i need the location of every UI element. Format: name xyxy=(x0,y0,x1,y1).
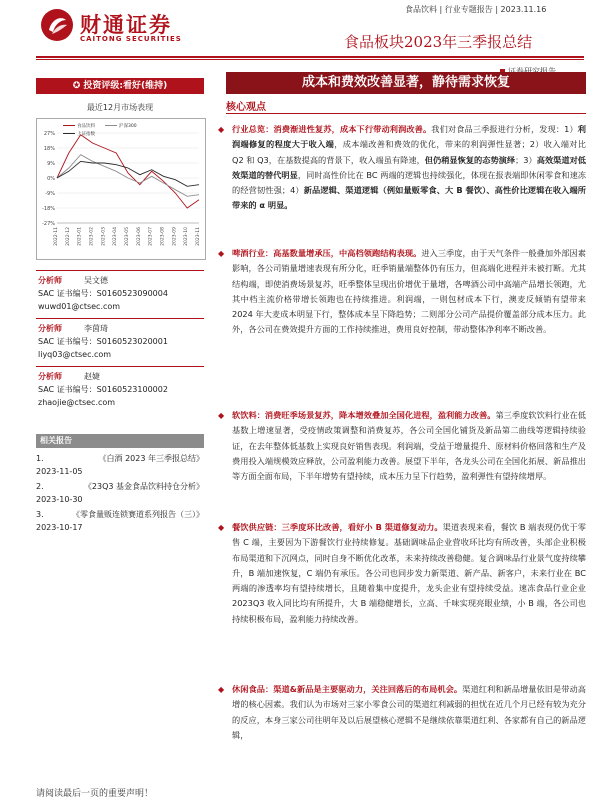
analyst-role: 分析师 xyxy=(38,324,62,333)
chart-x-tick-label: 2023-03 xyxy=(101,227,107,246)
chart-legend-label: 沪深300 xyxy=(119,124,137,129)
analyst-name: 吴文德 xyxy=(84,276,108,285)
chart-y-tick-label: -27% xyxy=(42,221,55,227)
chart-x-tick-label: 2023-04 xyxy=(113,227,119,246)
analyst-email[interactable]: wuwd01@ctsec.com xyxy=(38,302,121,311)
paragraph-snacks: ◆ 休闲食品：渠道&新品是主要驱动力，关注回落后的布局机会。渠道红利和新品增量依旧是带动高增的核心因素。我们认为市场对三家小零食公司的渠道红利减弱的担忧在近几个月已经有较为充分的反应，本身三家公司往明年及以后展望核心逻辑不是继续依靠渠道红利、各家都有自己的新品逻辑， xyxy=(218,684,586,740)
chart-y-tick-label: 18% xyxy=(43,146,55,152)
chart-y-tick-label: 9% xyxy=(47,161,55,167)
related-report-2[interactable]: 2. 《23Q3 基金食品饮料持仓分析》 2023-10-30 xyxy=(36,482,204,504)
chart-series-line-1 xyxy=(57,135,199,208)
analyst-email[interactable]: zhaojie@ctsec.com xyxy=(38,398,116,407)
analyst-name: 赵婕 xyxy=(84,372,100,381)
analyst-divider xyxy=(36,270,204,271)
chart-x-tick-label: 2023-11 xyxy=(196,227,201,246)
paragraph-beer: ◆ 啤酒行业：高基数量增承压，中高档领跑结构表现。进入三季度，由于天气条件一般叠加外部因素影响，各公司销量增速表现有所分化，旺季销量端整体仍有压力，但高端化进程并未被打断。尤其结构端，即使消费场景复苏，旺季整体呈现出价增优于量增，各啤酒公司中高端产品增长领跑，尤其中档主流价格带增长领跑也在持续推进。利润端，一则包材成本下行，澳麦反倾销有望带来 2024 年大麦成本明显下行，整体成本呈下降趋势；二则部分公司产品提价覆盖部分成本压力。此外，各公司在费效提升方面的工作持续推进，费用良好控制，带动整体净利率不断改善。 xyxy=(218,248,586,335)
diamond-bullet-icon: ◆ xyxy=(218,249,225,258)
related-reports-header: 相关报告 xyxy=(36,434,204,448)
chart-x-tick-label: 2023-09 xyxy=(172,227,178,246)
related-report-3[interactable]: 3. 《零食量贩连锁赛道系列报告（三）》 2023-10-17 xyxy=(36,510,204,532)
chart-y-tick-label: -9% xyxy=(45,191,55,197)
rating-marker-icon: ✪ xyxy=(72,81,84,91)
diamond-bullet-icon: ◆ xyxy=(218,125,225,134)
analyst-name: 李茵琦 xyxy=(84,324,108,333)
analyst-cert: SAC 证书编号：S0160523100002 xyxy=(38,385,168,394)
chart-caption: 最近12月市场表现 xyxy=(86,103,154,112)
chart-x-tick-label: 2023-02 xyxy=(89,227,95,246)
analyst-divider xyxy=(36,366,204,367)
chart-x-tick-label: 2023-06 xyxy=(136,227,142,246)
analyst-cert: SAC 证书编号：S0160523090004 xyxy=(38,289,168,298)
diamond-bullet-icon: ◆ xyxy=(218,685,225,694)
chart-x-tick-label: 2022-12 xyxy=(65,227,71,246)
chart-legend-label: 食品饮料 xyxy=(77,124,95,129)
related-report-date: 2023-10-17 xyxy=(36,523,83,532)
report-title: 食品板块2023年三季报总结 xyxy=(344,33,533,51)
chart-y-tick-label: -18% xyxy=(42,206,55,212)
headline: 成本和费效改善显著，静待需求恢复 xyxy=(226,72,586,94)
core-view-label: 核心观点 xyxy=(226,102,266,113)
chart-x-tick-label: 2023-05 xyxy=(125,227,130,246)
paragraph-soft-drinks: ◆ 软饮料：消费旺季场景复苏，降本增效叠加全国化进程，盈利能力改善。第三季度软饮料行业在低基数上增速显著，受疫情政策调整和消费复苏，各公司全国化铺货及新品第二曲线等逻辑持续验证，在去年整体低基数上实现良好销售表现。利润端，受益于增量提升、原材料价格回落和生产及费用投入端规模效应释放，公司盈利能力改善。展望下半年，各龙头公司在全国化拓展、新品推出等方面全面布局，下半年增势有望持续，成本压力呈下行趋势，盈利弹性有望持续增厚。 xyxy=(218,410,586,482)
related-report-1[interactable]: 1. 《白酒 2023 年三季报总结》 2023-11-05 xyxy=(36,454,204,476)
chart-x-tick-label: 2023-01 xyxy=(77,227,83,246)
chart-x-tick-label: 2023-08 xyxy=(160,227,166,246)
analyst-role: 分析师 xyxy=(38,276,62,285)
footer-disclaimer: 请阅读最后一页的重要声明！ xyxy=(36,789,154,799)
analyst-role: 分析师 xyxy=(38,372,62,381)
performance-chart xyxy=(36,118,206,260)
analyst-cert: SAC 证书编号：S0160523020001 xyxy=(38,337,168,346)
core-view-rule xyxy=(226,113,586,114)
analyst-email[interactable]: liyq03@ctsec.com xyxy=(38,350,112,359)
chart-y-tick-label: 27% xyxy=(43,131,55,137)
analyst-2 xyxy=(38,322,168,361)
chart-x-tick-label: 2022-11 xyxy=(54,227,59,246)
paragraph-industry-overview: ◆ 行业总览：消费渐进性复苏，成本下行带动利润改善。我们对食品三季报进行分析，发现：1）利润端修复的程度大于收入端，成本端改善和费效的优化，带来的利润弹性显著；2）收入端对比 Q2 和 Q3，在基数提高的背景下，收入端虽有降速，但仍稍显恢复的态势演绎；3）高效渠道对低效渠道的替代明显，同时高性价比在 BC 两端的逻辑也持续强化，体现在报表端即休闲零食和速冻的经营韧性强；4）新品逻辑、渠道逻辑（例如量贩零食、大 B 餐饮）、高性价比逻辑在收入端所带来的 α 明显。 xyxy=(218,124,586,211)
logo-text: 财通证券 xyxy=(80,12,172,37)
diamond-bullet-icon: ◆ xyxy=(218,411,225,420)
chart-y-tick-label: 0% xyxy=(47,176,55,182)
paragraph-catering-supply: ◆ 餐饮供应链：三季度环比改善，看好小 B 渠道修复动力。渠道表现来看，餐饮 B 端表现仍优于零售 C 端，主要因为下游餐饮行业持续修复。基础调味品企业营收环比均有所改善，头部企业积极布局渠道和下沉网点，同时自身不断优化改革，未来持续改善稳健。复合调味品行业景气度持续攀升，B 端加速恢复，C 端仍有承压。各公司也同步发力新渠道、新产品、新客户，未来行业在 BC 两端的渗透率均有望持续增长，且随着集中度提升，龙头企业有望持续受益。速冻食品行业企业 2023Q3 收入同比均有所提升，大 B 端稳健增长，立高、千味实现亮眼业绩，小 B 端，各公司也持续积极布局，盈利能力持续改善。 xyxy=(218,522,586,624)
analyst-3 xyxy=(38,370,168,409)
chart-series-line-3 xyxy=(57,161,199,186)
analyst-1 xyxy=(38,274,168,313)
report-meta: 食品饮料 | 行业专题报告 | 2023.11.16 xyxy=(405,5,547,14)
chart-x-tick-label: 2023-07 xyxy=(148,227,154,246)
related-report-date: 2023-10-30 xyxy=(36,495,83,504)
diamond-bullet-icon: ◆ xyxy=(218,523,225,532)
analyst-divider xyxy=(36,318,204,319)
chart-x-tick-label: 2023-10 xyxy=(184,227,190,246)
chart-series-line-2 xyxy=(57,155,199,197)
chart-legend-label: 上证指数 xyxy=(77,132,95,137)
logo-english: CAITONG SECURITIES xyxy=(80,35,182,43)
investment-rating: ✪ 投资评级:看好(维持) xyxy=(36,78,204,94)
company-logo-icon xyxy=(40,8,74,42)
performance-chart-svg xyxy=(37,119,205,259)
related-report-date: 2023-11-05 xyxy=(36,467,83,476)
header-rule xyxy=(36,56,584,58)
header-rule-thin xyxy=(36,59,584,60)
